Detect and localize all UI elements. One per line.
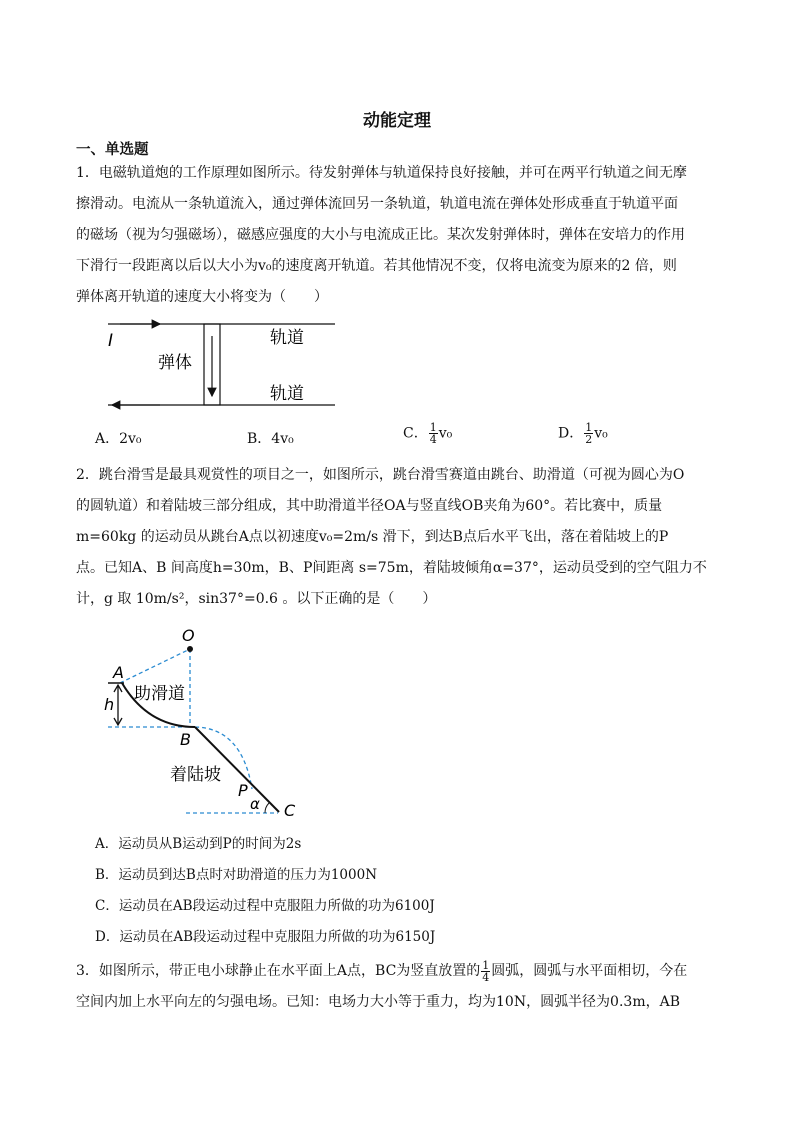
fraction: $\frac{1}{2}$ <box>585 421 593 446</box>
ski-jump-figure <box>100 624 310 820</box>
question-3-line <box>76 956 726 987</box>
question-3-line: 空间内加上水平向左的匀强电场。已知：电场力大小等于重力，均为10N，圆弧半径为0.3m，AB <box>76 994 681 1010</box>
question-2-option-b[interactable]: B．运动员到达B点时对助滑道的压力为1000N <box>95 867 378 883</box>
projectile-label: 弹体 <box>158 353 192 373</box>
rail-top-label: 轨道 <box>270 328 304 348</box>
question-2-option-d[interactable]: D．运动员在AB段运动过程中克服阻力所做的功为6150J <box>95 929 436 945</box>
question-1-line: 的磁场（视为匀强磁场），磁感应强度的大小与电流成正比。某次发射弹体时，弹体在安培力的作用 <box>76 227 685 243</box>
page-title: 动能定理 <box>363 111 431 131</box>
question-2-text <box>76 460 726 615</box>
question-2-line: m=60kg 的运动员从跳台A点以初速度v₀=2m/s 滑下，到达B点后水平飞出，落在着陆坡上的P <box>76 529 669 545</box>
question-2-line: 计，g 取 10m/s²，sin37°=0.6 。以下正确的是（ ） <box>76 591 437 607</box>
option-d[interactable] <box>558 422 608 445</box>
question-2-option-c[interactable]: C．运动员在AB段运动过程中克服阻力所做的功为6100J <box>95 898 435 914</box>
question-1-line: 擦滑动。电流从一条轨道流入，通过弹体流回另一条轨道，轨道电流在弹体处形成垂直于轨道平面 <box>76 196 678 212</box>
option-d-suffix: v₀ <box>594 425 608 442</box>
rail-bottom-label: 轨道 <box>270 384 304 404</box>
question-1-text <box>76 158 726 313</box>
question-2-line: 2．跳台滑雪是最具观赏性的项目之一，如图所示，跳台滑雪赛道由跳台、助滑道（可视为圆心为O <box>76 467 685 483</box>
question-1-line: 弹体离开轨道的速度大小将变为（ ） <box>76 289 328 305</box>
current-label: I <box>108 331 114 351</box>
label-h: h <box>104 695 115 714</box>
option-a[interactable]: A．2v₀ <box>95 431 142 447</box>
label-A: A <box>113 663 124 682</box>
label-C: C <box>284 801 296 820</box>
label-P: P <box>238 781 248 800</box>
question-2-line: 的圆轨道）和着陆坡三部分组成，其中助滑道半径OA与竖直线OB夹角为60°。若比赛中，质量 <box>76 498 663 514</box>
option-c[interactable] <box>403 422 452 445</box>
option-c-prefix: C． <box>403 425 428 442</box>
fraction: $\frac{1}{4}$ <box>482 958 490 984</box>
fraction: $\frac{1}{4}$ <box>429 421 437 446</box>
question-3-line1-end: 圆弧，圆弧与水平面相切，今在 <box>491 963 688 979</box>
question-1-line: 1．电磁轨道炮的工作原理如图所示。待发射弹体与轨道保持良好接触，并可在两平行轨道之间无摩 <box>76 165 687 181</box>
question-3-line1-start: 3．如图所示，带正电小球静止在水平面上A点，BC为竖直放置的 <box>76 963 481 979</box>
option-b[interactable]: B．4v₀ <box>247 431 294 447</box>
option-d-prefix: D． <box>558 425 584 442</box>
option-c-suffix: v₀ <box>438 425 453 442</box>
question-3-text <box>76 956 726 1018</box>
question-2-line: 点。已知A、B 间高度h=30m，B、P间距离 s=75m，着陆坡倾角α=37°，运动员受到的空气阻力不 <box>76 560 707 576</box>
section-heading: 一、单选题 <box>76 142 149 158</box>
question-1-options <box>95 421 715 452</box>
label-B: B <box>180 730 191 749</box>
label-O: O <box>182 626 195 645</box>
label-runway: 助滑道 <box>134 684 185 704</box>
railgun-figure <box>100 314 340 414</box>
question-2-option-a[interactable]: A．运动员从B运动到P的时间为2s <box>95 836 302 852</box>
question-1-line: 下滑行一段距离以后以大小为v₀的速度离开轨道。若其他情况不变，仅将电流变为原来的2 倍，则 <box>76 258 677 274</box>
label-alpha: α <box>250 795 260 813</box>
label-slope: 着陆坡 <box>170 765 221 785</box>
